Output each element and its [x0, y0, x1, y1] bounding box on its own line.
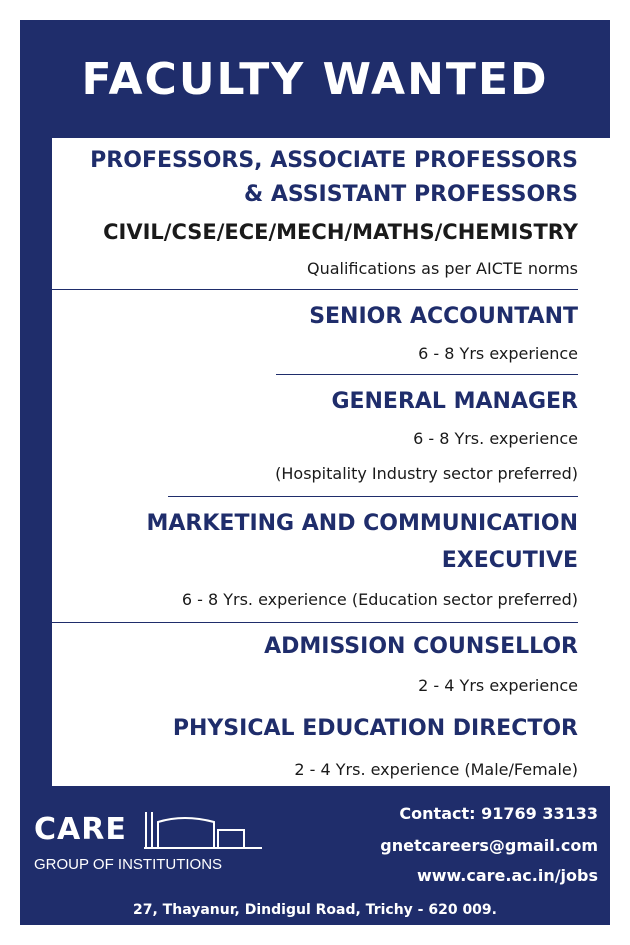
poster-footer: [20, 786, 610, 925]
logo-wordmark: CARE: [34, 812, 127, 847]
job-listing-panel: [52, 138, 610, 786]
faculty-departments: CIVIL/CSE/ECE/MECH/MATHS/CHEMISTRY: [103, 220, 578, 244]
job-title-general-manager: GENERAL MANAGER: [331, 389, 578, 414]
faculty-qualification: Qualifications as per AICTE norms: [306, 259, 578, 278]
faculty-title-line1: PROFESSORS, ASSOCIATE PROFESSORS: [90, 148, 578, 173]
address-line: 27, Thayanur, Dindigul Road, Trichy - 620 009.: [133, 902, 497, 918]
job-title-marketing-line1: MARKETING AND COMMUNICATION: [146, 511, 578, 536]
building-logo-icon: [144, 808, 264, 852]
job-experience: 6 - 8 Yrs. experience: [413, 429, 578, 448]
job-title-marketing-line2: EXECUTIVE: [441, 548, 578, 573]
job-title-senior-accountant: SENIOR ACCOUNTANT: [309, 304, 578, 329]
faculty-title-line2: & ASSISTANT PROFESSORS: [243, 182, 578, 207]
divider: [52, 622, 578, 623]
poster-title: FACULTY WANTED: [81, 53, 549, 105]
logo-subtitle: GROUP OF INSTITUTIONS: [34, 856, 223, 873]
job-experience: 6 - 8 Yrs. experience (Education sector preferred): [181, 590, 578, 609]
job-title-pe-director: PHYSICAL EDUCATION DIRECTOR: [172, 716, 578, 741]
contact-website[interactable]: www.care.ac.in/jobs: [416, 866, 598, 885]
job-experience: 2 - 4 Yrs. experience (Male/Female): [294, 760, 578, 779]
divider: [168, 496, 578, 497]
poster-header: [20, 20, 610, 138]
job-title-admission-counsellor: ADMISSION COUNSELLOR: [264, 634, 578, 659]
job-note: (Hospitality Industry sector preferred): [275, 464, 578, 483]
contact-email[interactable]: gnetcareers@gmail.com: [380, 836, 598, 855]
divider: [276, 374, 578, 375]
job-experience: 2 - 4 Yrs experience: [418, 676, 578, 695]
divider: [52, 289, 578, 290]
job-experience: 6 - 8 Yrs experience: [418, 344, 578, 363]
contact-phone: Contact: 91769 33133: [399, 804, 598, 823]
